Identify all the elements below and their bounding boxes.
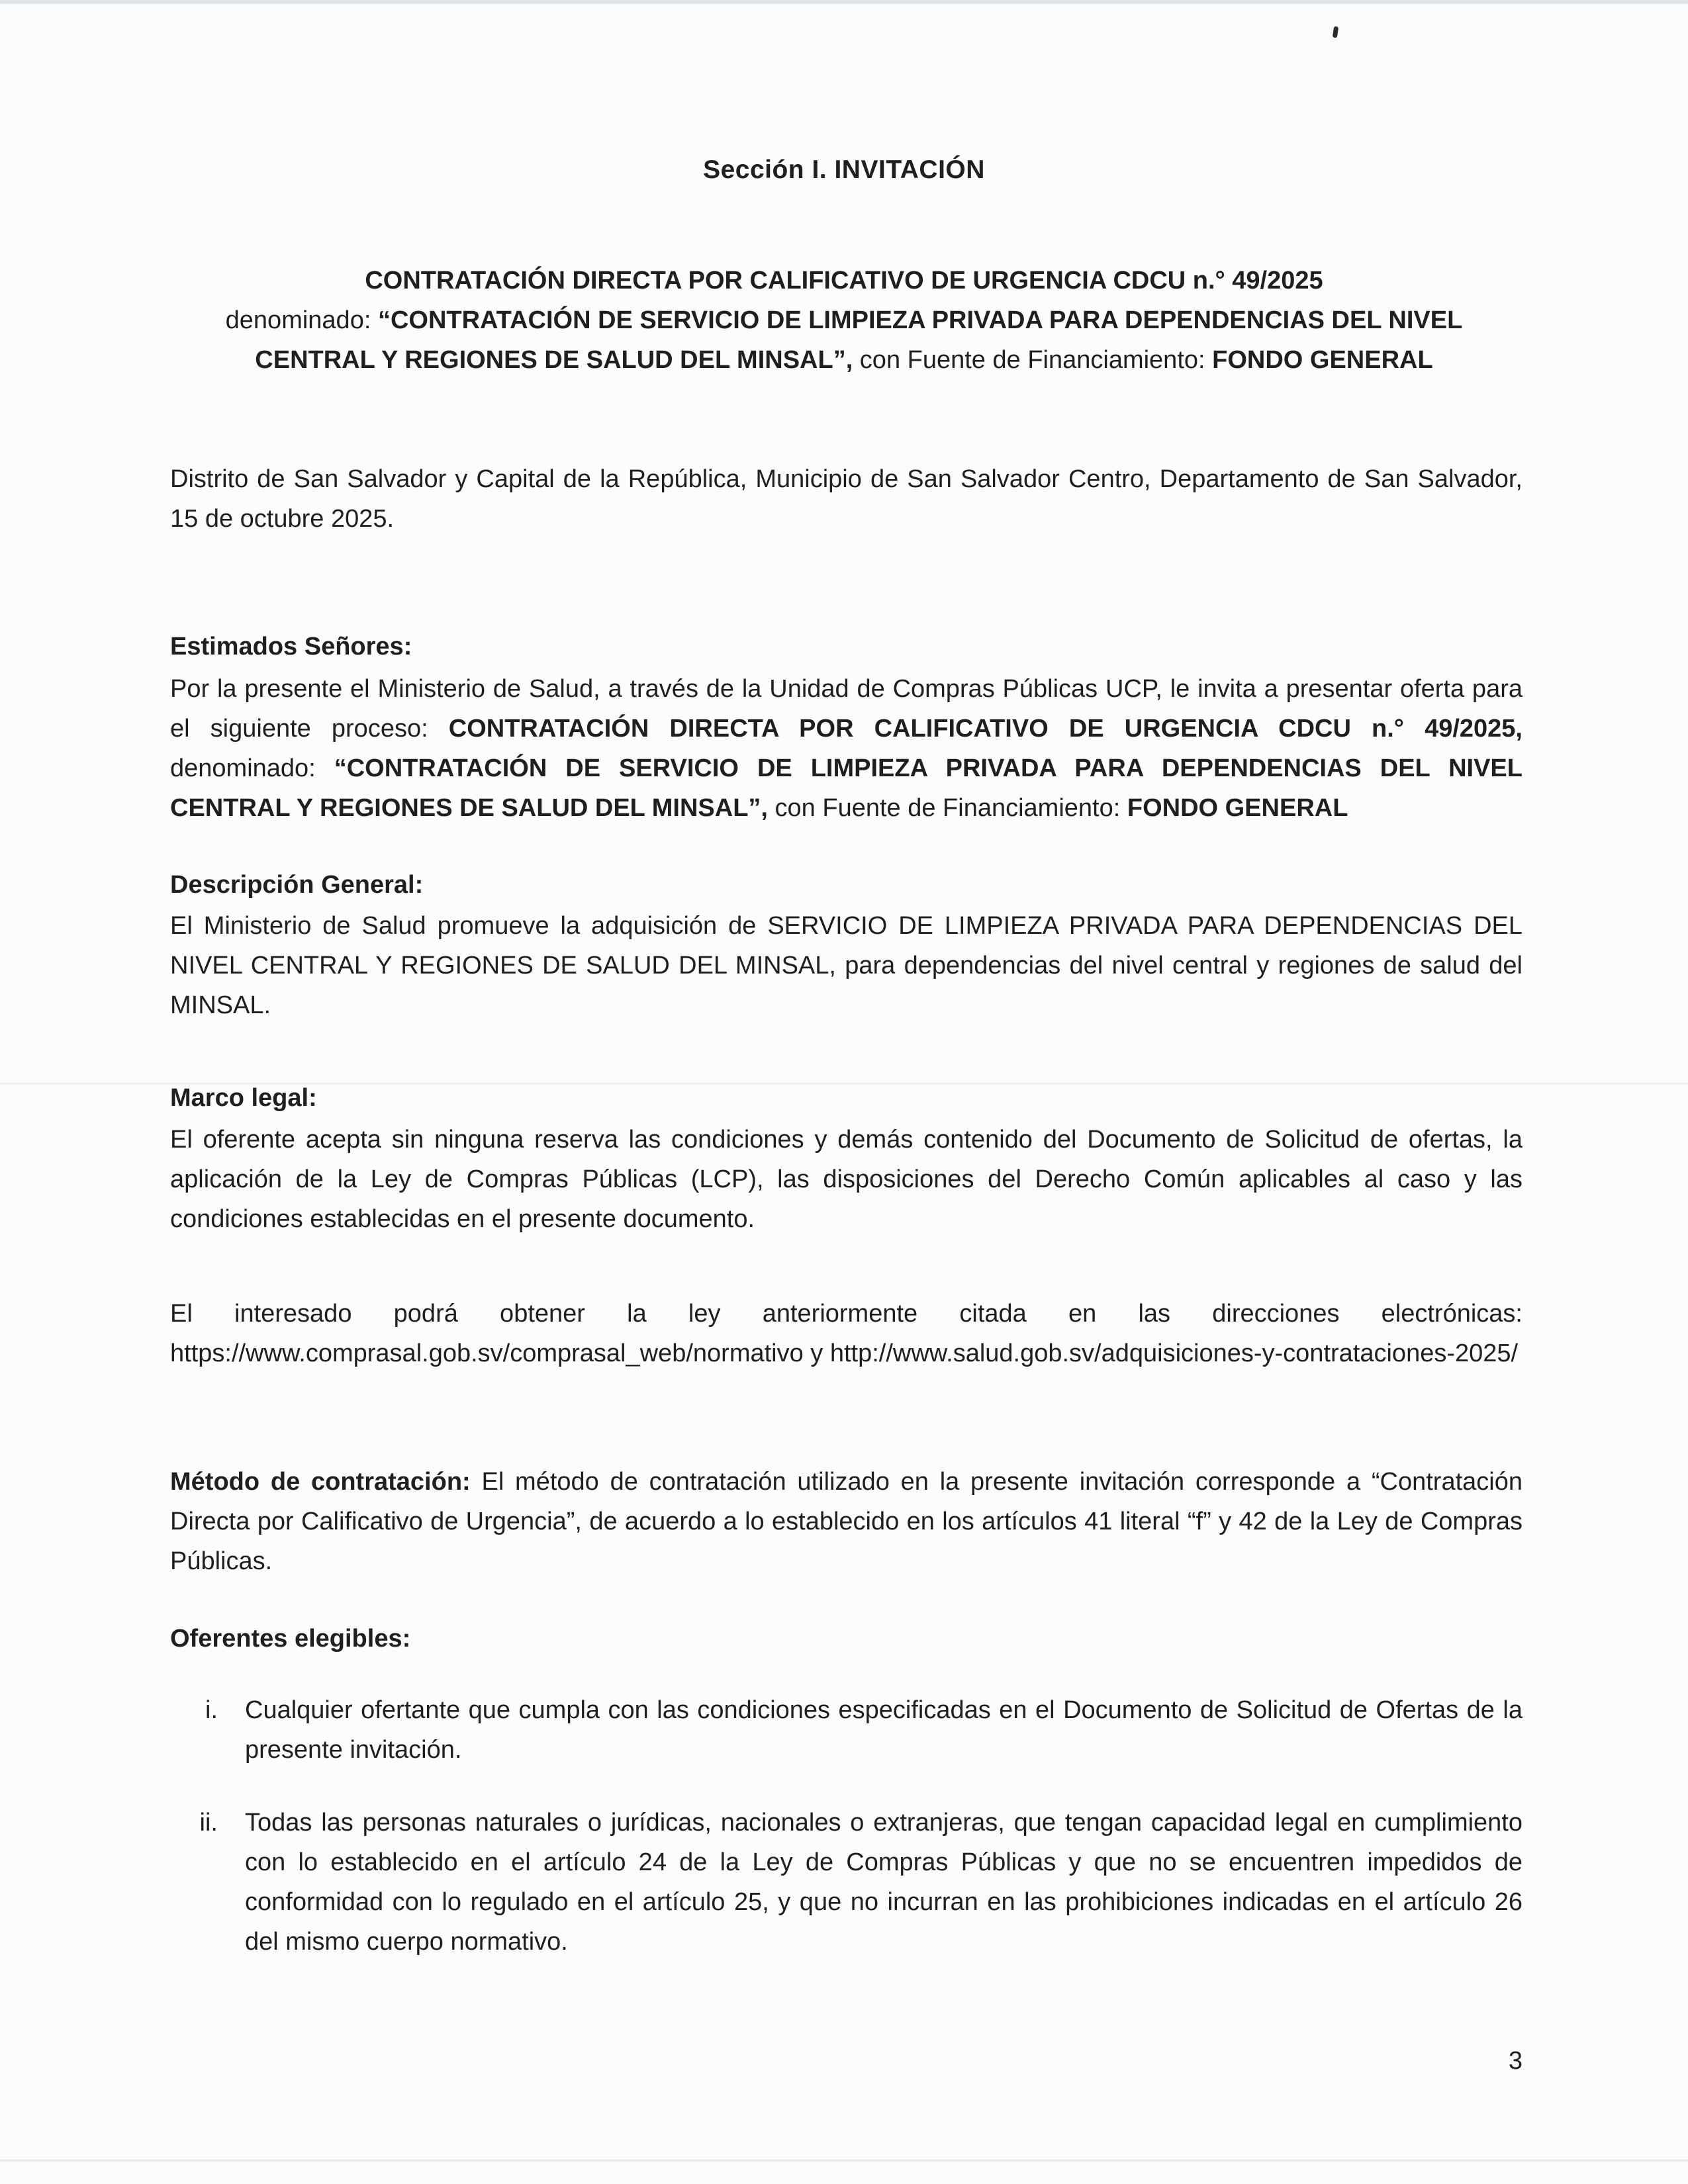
section-title: Sección I. INVITACIÓN (703, 156, 985, 184)
descripcion-paragraph: El Ministerio de Salud promueve la adquisición de SERVICIO DE LIMPIEZA PRIVADA PARA DEPENDENCIAS DEL NIVEL CENTRAL Y REGIONES DE SALUD DEL MINSAL, para dependencias del nivel central y regiones de salud del MINSAL. (170, 912, 1523, 1019)
salutation: Estimados Señores: (170, 633, 412, 660)
heading-line2-regular: denominado: (225, 306, 378, 334)
list-item-eligible-1 (170, 1690, 1523, 1770)
heading-line2-bold: “CONTRATACIÓN DE SERVICIO DE LIMPIEZA PRIVADA PARA DEPENDENCIAS DEL NIVEL (377, 306, 1463, 334)
section-heading-descripcion: Descripción General: (170, 871, 424, 899)
list-marker-ii: ii. (199, 1809, 218, 1837)
date-location-paragraph: Distrito de San Salvador y Capital de la República, Municipio de San Salvador Centro, Departamento de San Salvador, 15 de octubre 2025. (170, 465, 1523, 533)
intro-run-1: CONTRATACIÓN DIRECTA POR CALIFICATIVO DE URGENCIA CDCU n.° 49/2025, (448, 715, 1523, 743)
scan-bottom-line-artifact (0, 2160, 1688, 2161)
heading-line3-bold-b: FONDO GENERAL (1205, 346, 1433, 374)
section-heading-marco-legal: Marco legal: (170, 1084, 317, 1112)
heading-line3-bold-a: CENTRAL Y REGIONES DE SALUD DEL MINSAL”, (255, 346, 853, 374)
list-item-eligible-2 (170, 1803, 1523, 1962)
heading-line1-text: CONTRATACIÓN DIRECTA POR CALIFICATIVO DE URGENCIA CDCU n.° 49/2025 (365, 267, 1323, 295)
list-item-text: Todas las personas naturales o jurídicas, nacionales o extranjeras, que tengan capacidad legal en cumplimiento con lo establecido en el artículo 24 de la Ley de Compras Públicas y que no se encuentren impedidos de conformidad con lo regulado en el artículo 25, y que no incurran en las prohibiciones indicadas en el artículo 26 del mismo cuerpo normativo. (245, 1809, 1523, 1956)
intro-run-5: FONDO GENERAL (1120, 794, 1348, 822)
contract-heading-line1 (0, 261, 1688, 300)
scan-edge-artifact (0, 0, 1688, 4)
intro-run-4: con Fuente de Financiamiento: (767, 794, 1121, 822)
metodo-body: El método de contratación utilizado en la presente invitación corresponde a “Contratación Directa por Calificativo de Urgencia”, de acuerdo a lo establecido en los artículos 41 literal “f” y 42 de la Ley de Compras Públicas. (170, 1468, 1523, 1575)
metodo-lead: Método de contratación: (170, 1468, 471, 1496)
contract-heading (0, 261, 1688, 380)
links-paragraph: El interesado podrá obtener la ley anteriormente citada en las direcciones electrónicas: https://www.comprasal.gob.sv/comprasal_web/normativo y http://www.salud.gob.sv/adquisiciones-y-contrataciones-2025/ (170, 1300, 1523, 1367)
heading-line3-regular: con Fuente de Financiamiento: (853, 346, 1205, 374)
list-marker-i: i. (205, 1696, 218, 1724)
contract-heading-line3 (0, 340, 1688, 380)
intro-run-3: “CONTRATACIÓN DE SERVICIO DE LIMPIEZA PRIVADA PARA DEPENDENCIAS DEL NIVEL CENTRAL Y REGIONES DE SALUD DEL MINSAL”, (170, 754, 1523, 822)
contract-heading-line2 (0, 300, 1688, 340)
intro-paragraph (170, 669, 1523, 828)
ink-speck (1333, 26, 1338, 38)
metodo-paragraph (170, 1462, 1523, 1581)
marco-legal-paragraph: El oferente acepta sin ninguna reserva las condiciones y demás contenido del Documento de Solicitud de ofertas, la aplicación de la Ley de Compras Públicas (LCP), las disposiciones del Derecho Común aplicables al caso y las condiciones establecidas en el presente documento. (170, 1126, 1523, 1233)
section-heading-oferentes: Oferentes elegibles: (170, 1625, 411, 1653)
intro-run-0: Por la presente el Ministerio de Salud, a través de la Unidad de Compras Públicas UCP, le invita a presentar oferta para el siguiente proceso: (170, 675, 1523, 743)
intro-run-2: denominado: (170, 754, 334, 782)
page-number: 3 (1508, 2047, 1523, 2075)
list-item-text: Cualquier ofertante que cumpla con las condiciones especificadas en el Documento de Solicitud de Ofertas de la presente invitación. (245, 1696, 1523, 1764)
